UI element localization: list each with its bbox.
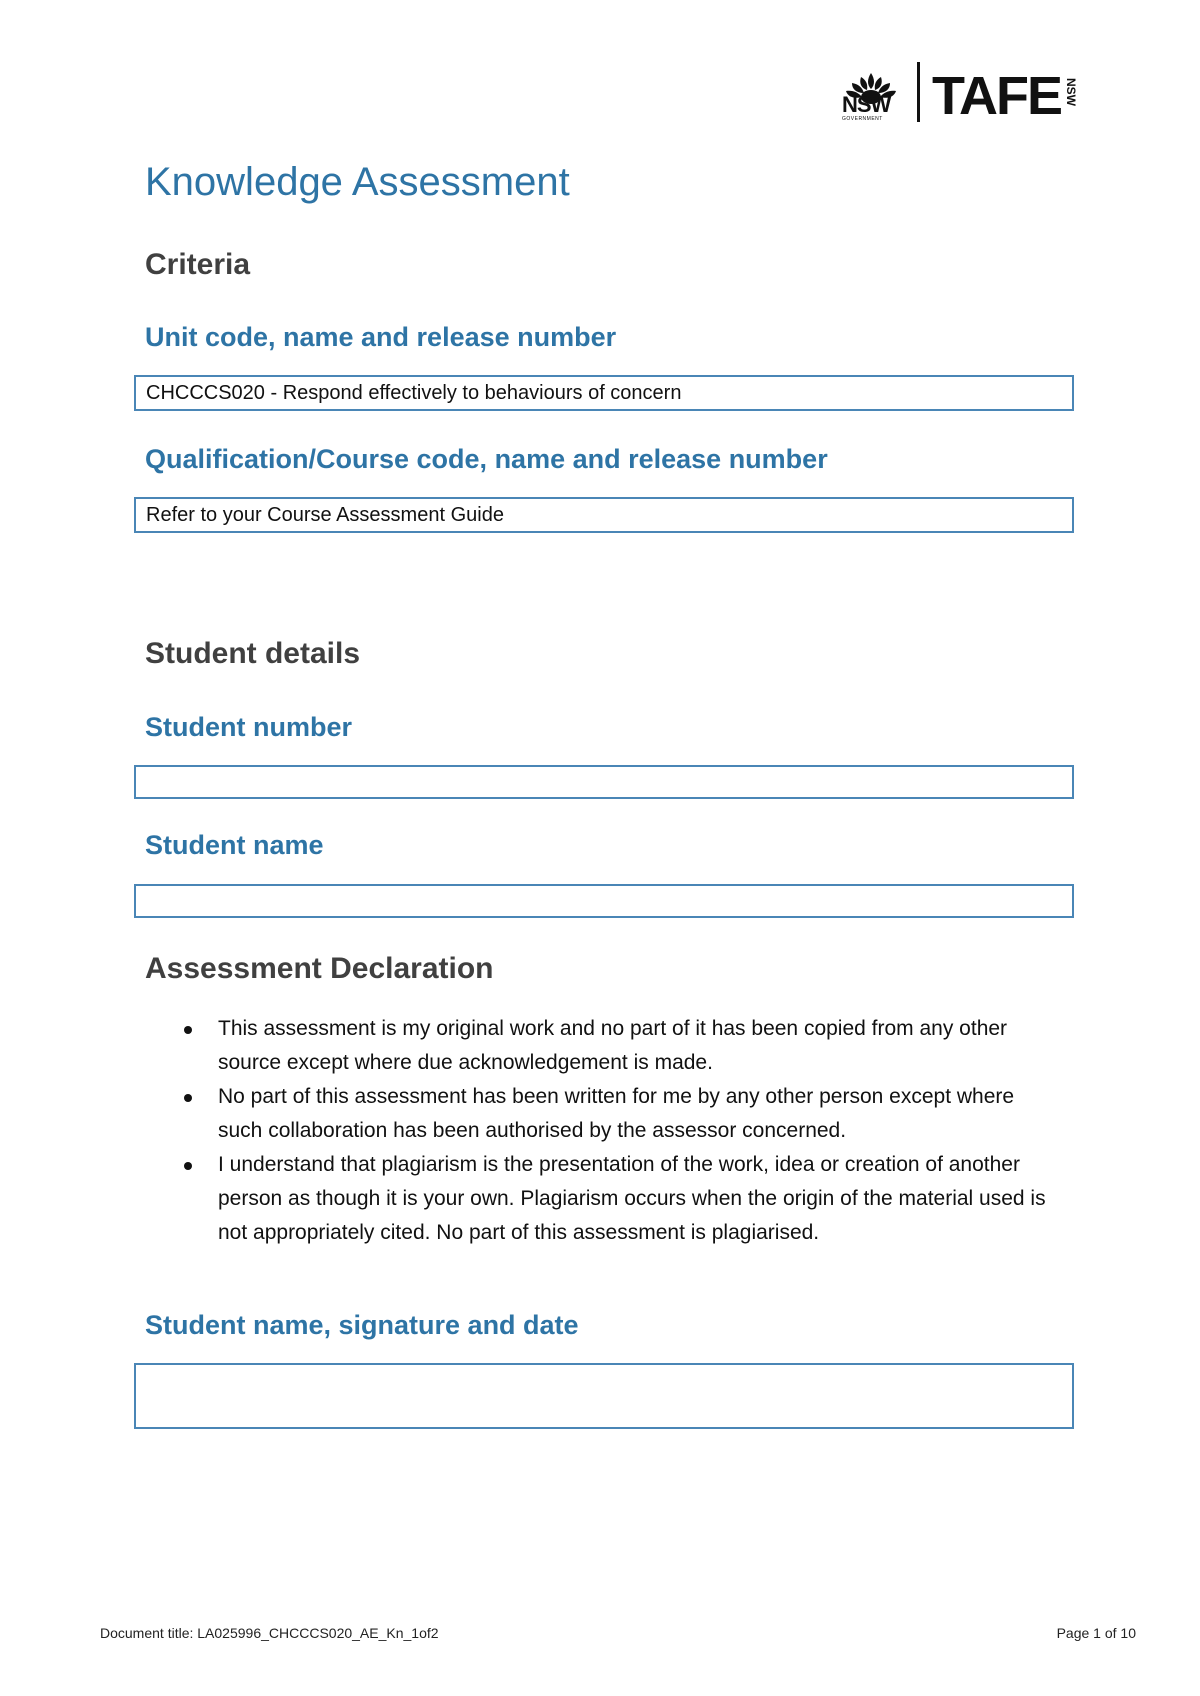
declaration-list: [180, 1012, 1060, 1250]
nsw-logo-subtext: GOVERNMENT: [842, 116, 883, 122]
declaration-item-text: I understand that plagiarism is the presentation of the work, idea or creation of another person as though it is your own. Plagiarism occurs when the origin of the material used is not appropriately cited. No part of this assessment is plagiarised.: [218, 1153, 1046, 1244]
student-name-label: Student name: [145, 830, 324, 860]
tafe-nsw-logo: [840, 58, 1100, 124]
logo-divider: [917, 62, 920, 122]
declaration-heading: Assessment Declaration: [145, 952, 494, 985]
qualification-field[interactable]: Refer to your Course Assessment Guide: [134, 497, 1074, 533]
list-item: [180, 1148, 1060, 1250]
student-number-field[interactable]: [134, 765, 1074, 799]
student-number-label: Student number: [145, 712, 352, 742]
tafe-nsw-vertical-text: NSW: [1064, 78, 1078, 106]
footer-doc-title: Document title: LA025996_CHCCCS020_AE_Kn_1of2: [100, 1625, 439, 1641]
unit-label: Unit code, name and release number: [145, 322, 617, 352]
student-details-heading: Student details: [145, 637, 361, 670]
declaration-item-text: No part of this assessment has been written for me by any other person except where such collaboration has been authorised by the assessor concerned.: [218, 1085, 1015, 1142]
signature-label: Student name, signature and date: [145, 1310, 579, 1340]
page-title: Knowledge Assessment: [145, 160, 570, 204]
declaration-item-text: This assessment is my original work and no part of it has been copied from any other source except where due acknowledgement is made.: [218, 1017, 1008, 1074]
list-item: [180, 1012, 1060, 1080]
qualification-label: Qualification/Course code, name and release number: [145, 444, 828, 474]
footer-page-number: Page 1 of 10: [1056, 1625, 1136, 1641]
list-item: [180, 1080, 1060, 1148]
signature-field[interactable]: [134, 1363, 1074, 1429]
criteria-heading: Criteria: [145, 248, 251, 281]
bullet-icon: [184, 1162, 192, 1170]
tafe-logo-text: TAFE: [932, 66, 1061, 126]
unit-field[interactable]: CHCCCS020 - Respond effectively to behaviours of concern: [134, 375, 1074, 411]
nsw-logo-text: NSW: [842, 92, 891, 117]
bullet-icon: [184, 1094, 192, 1102]
bullet-icon: [184, 1026, 192, 1034]
student-name-field[interactable]: [134, 884, 1074, 918]
